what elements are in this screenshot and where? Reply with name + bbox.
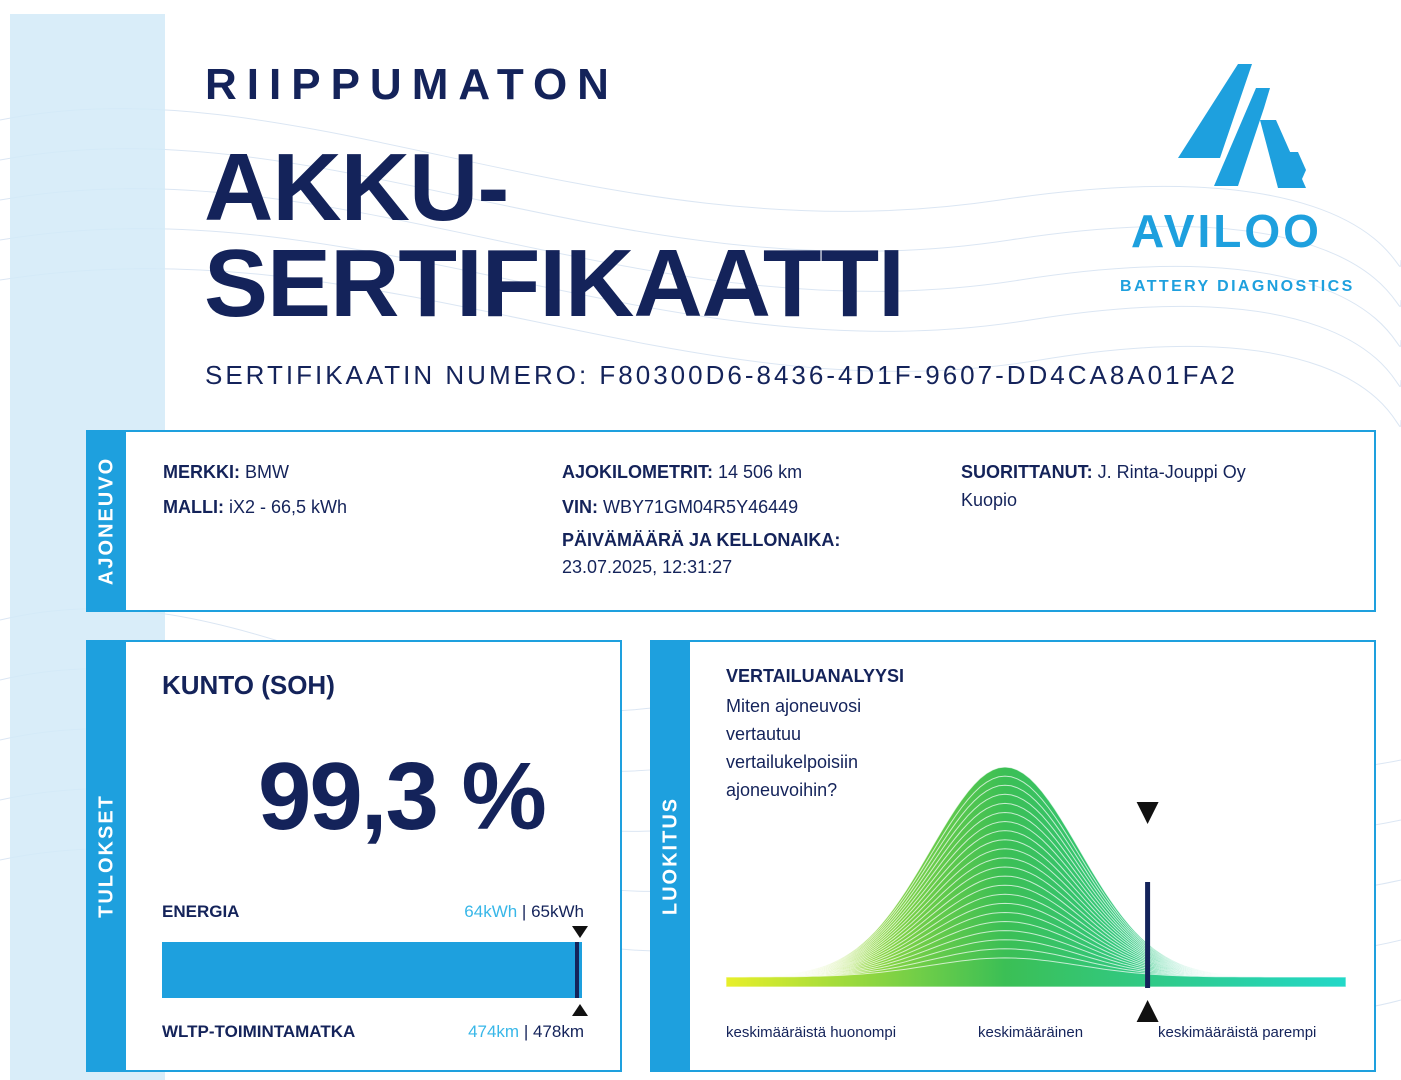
energy-nominal: 65kWh (531, 902, 584, 921)
vehicle-tab-label: AJONEUVO (95, 456, 118, 586)
vehicle-panel (86, 430, 1376, 612)
vin-value: WBY71GM04R5Y46449 (603, 497, 799, 517)
comparison-title: VERTAILUANALYYSI (726, 666, 905, 686)
location-value: Kuopio (961, 490, 1018, 510)
performed-field (961, 462, 1246, 483)
soh-title: KUNTO (SOH) (162, 670, 335, 700)
bar-top-marker-icon (572, 926, 588, 938)
date-value: 23.07.2025, 12:31:27 (562, 557, 733, 577)
energy-separator: | (517, 902, 532, 921)
range-nominal: 478km (532, 1022, 584, 1041)
title-line-2: SERTIFIKAATTI (204, 230, 904, 337)
model-label: MALLI: (163, 497, 224, 517)
scale-label-mid: keskimääräinen (978, 1024, 1084, 1041)
bar-bottom-marker-icon (572, 1004, 588, 1016)
vehicle-tab (88, 432, 126, 610)
title-line-1: AKKU- (204, 134, 509, 241)
vin-field (562, 497, 798, 518)
energy-label: ENERGIA (162, 902, 240, 921)
ranking-tab-label: LUOKITUS (659, 796, 682, 916)
energy-bar (162, 942, 582, 998)
mileage-value: 14 506 km (718, 462, 803, 482)
cert-number-value: F80300D6-8436-4D1F-9607-DD4CA8A01FA2 (599, 360, 1238, 390)
brand-field (163, 462, 289, 483)
mileage-field (562, 462, 802, 483)
energy-values (464, 902, 584, 922)
kicker-text: RIIPPUMATON (205, 60, 619, 109)
comparison-question: Miten ajoneuvosi vertautuu vertailukelpoisiin ajoneuvoihin? (726, 696, 862, 800)
vehicle-position-line (1145, 882, 1150, 988)
scale-label-high: keskimääräistä parempi (1158, 1024, 1317, 1041)
certificate-number (205, 360, 1238, 391)
distribution-curve (712, 732, 1352, 1032)
vehicle-position-top-icon (1137, 802, 1159, 824)
brand-label: MERKKI: (163, 462, 240, 482)
mileage-label: AJOKILOMETRIT: (562, 462, 713, 482)
soh-value: 99,3 % (258, 743, 545, 850)
distribution-layers (726, 767, 1346, 987)
range-separator: | (519, 1022, 533, 1041)
energy-bar-level-marker (575, 942, 579, 998)
date-label-text: PÄIVÄMÄÄRÄ JA KELLONAIKA: (562, 530, 841, 550)
results-tab (88, 642, 126, 1070)
range-values (468, 1022, 584, 1042)
date-label (562, 530, 840, 551)
ranking-tab (652, 642, 690, 1070)
vehicle-position-bottom-icon (1137, 1000, 1159, 1022)
energy-current: 64kWh (464, 902, 518, 921)
ranking-panel (650, 640, 1376, 1072)
model-field (163, 497, 347, 518)
vin-label: VIN: (562, 497, 598, 517)
range-current: 474km (468, 1022, 520, 1041)
brand-value: BMW (245, 462, 290, 482)
scale-label-low: keskimääräistä huonompi (726, 1024, 897, 1041)
logo-wordmark: AVILOO (1131, 205, 1322, 257)
results-tab-label: TULOKSET (95, 794, 118, 918)
performed-label: SUORITTANUT: (961, 462, 1093, 482)
cert-label: SERTIFIKAATIN NUMERO: (205, 360, 590, 390)
model-value: iX2 - 66,5 kWh (229, 497, 348, 517)
aviloo-logo-icon (1110, 58, 1370, 308)
results-panel (86, 640, 622, 1072)
range-label: WLTP-TOIMINTAMATKA (162, 1022, 356, 1041)
performed-value: J. Rinta-Jouppi Oy (1097, 462, 1246, 482)
page-title (204, 134, 904, 337)
logo-subtitle: BATTERY DIAGNOSTICS (1120, 278, 1355, 295)
